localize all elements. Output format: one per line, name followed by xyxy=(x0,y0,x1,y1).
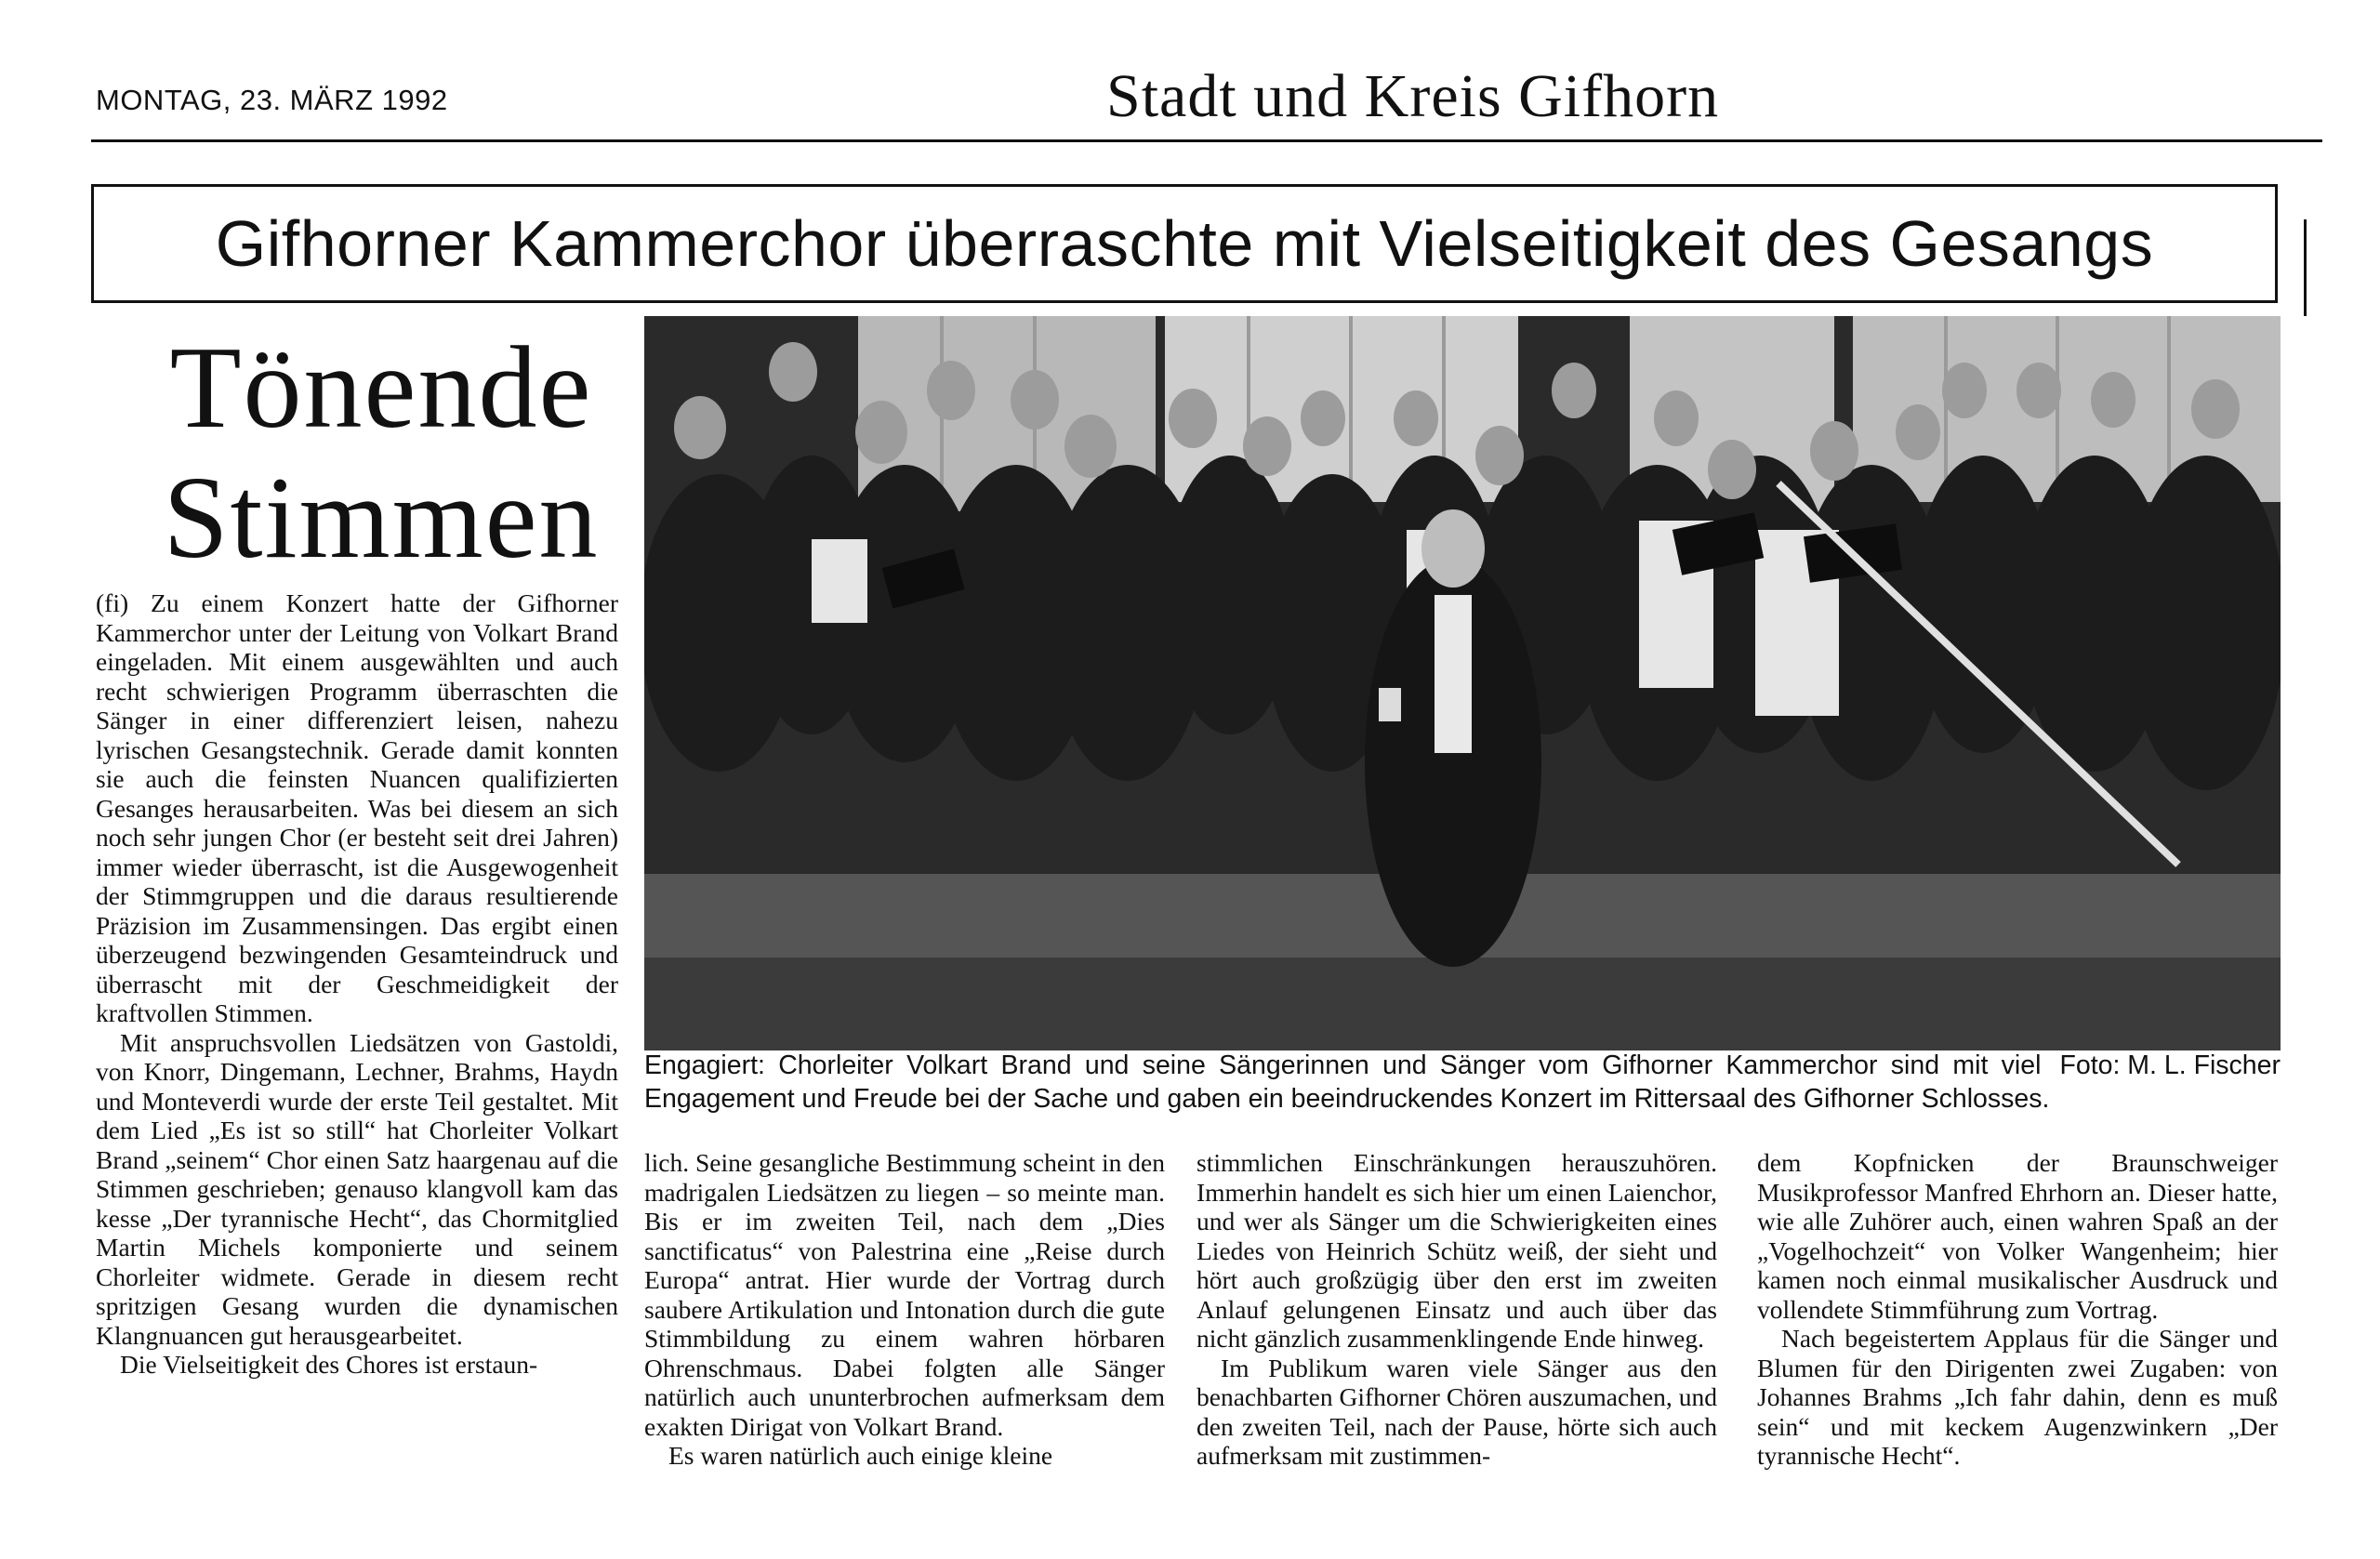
choir-photo-illustration xyxy=(644,316,2281,1050)
issue-date: MONTAG, 23. MÄRZ 1992 xyxy=(96,84,448,116)
article-column-3 xyxy=(1197,1148,1717,1471)
paragraph: Die Vielseitigkeit des Chores ist erstaun- xyxy=(120,1350,538,1379)
header-rule xyxy=(91,139,2322,142)
headline-box xyxy=(91,184,2278,303)
article-title xyxy=(130,324,632,584)
article-title-line-2: Stimmen xyxy=(163,454,600,583)
paragraph: stimmlichen Einschränkungen herauszuhören. Immerhin handelt es sich hier um einen Laienchor, und wer als Sänger um die Schwierigkeiten eines Liedes von Heinrich Schütz weiß, der sieht und hört auch großzügig über den erst im zweiten Anlauf gelungenen Einsatz und auch über das nicht gänzlich zusammenklingende Ende hinweg. xyxy=(1197,1148,1717,1353)
paragraph: lich. Seine gesangliche Bestimmung scheint in den madrigalen Liedsätzen zu liegen – so meinte man. Bis er im zweiten Teil, nach dem „Dies sanctificatus“ von Palestrina eine „Reise durch Europa“ antrat. Hier wurde der Vortrag durch saubere Artikulation und Intonation durch die gute Stimmbildung zu einem wahren hörbaren Ohrenschmaus. Dabei folgten alle Sänger natürlich auch ununterbrochen aufmerksam dem exakten Dirigat von Volkart Brand. xyxy=(644,1148,1165,1441)
paragraph: Nach begeistertem Applaus für die Sänger und Blumen für den Dirigenten zwei Zugaben: von Johannes Brahms „Ich fahr dahin, denn es muß sein“ und mit keckem Augenzwinkern „Der tyrannische Hecht“. xyxy=(1757,1324,2278,1470)
paragraph: (fi) Zu einem Konzert hatte der Gifhorner Kammerchor unter der Leitung von Volkart Brand eingeladen. Mit einem ausgewählten und auch recht schwierigen Programm überraschten die Sänger in einer differenziert leisen, nahezu lyrischen Gesangstechnik. Gerade damit konnten sie auch die feinsten Nuancen qualifizierten Gesanges herausarbeiten. Was bei diesem an sich noch sehr jungen Chor (er besteht seit drei Jahren) immer wieder überrascht, ist die Ausgewogenheit der Stimmgruppen und die daraus resultierende Präzision im Zusammensingen. Das ergibt einen überzeugend bezwingenden Gesamteindruck und überrascht mit der Geschmeidigkeit der kraftvollen Stimmen. xyxy=(96,588,618,1027)
section-title: Stadt und Kreis Gifhorn xyxy=(1106,62,1720,130)
choir-photo xyxy=(644,316,2281,1050)
photo-caption xyxy=(644,1049,2281,1116)
paragraph: Mit anspruchsvollen Liedsätzen von Gastoldi, von Knorr, Dingemann, Lechner, Brahms, Haydn und Monteverdi wurde der erste Teil gestaltet. Mit dem Lied „Es ist so still“ hat Chorleiter Volkart Brand „seinem“ Chor einen Satz haargenau auf die Stimmen geschrieben; genauso klangvoll kam das kesse „Der tyrannische Hecht“, das Chormitglied Martin Michels komponierte und seinem Chorleiter widmete. Gerade in diesem recht spritzigen Gesang wurden die dynamischen Klangnuancen gut herausgearbeitet. xyxy=(96,1027,618,1350)
paragraph: Es waren natürlich auch einige kleine xyxy=(668,1441,1053,1470)
paragraph: dem Kopfnicken der Braunschweiger Musikprofessor Manfred Ehrhorn an. Dieser hatte, wie alle Zuhörer auch, einen wahren Spaß an der „Vogelhochzeit“ von Volker Wangenheim; hier kamen noch einmal musikalischer Ausdruck und vollendete Stimmführung zum Vortrag. xyxy=(1757,1148,2278,1324)
headline: Gifhorner Kammerchor überraschte mit Vielseitigkeit des Gesangs xyxy=(215,207,2154,280)
paragraph: Im Publikum waren viele Sänger aus den benachbarten Gifhorner Chören auszumachen, und den zweiten Teil, nach der Pause, hörte sich auch aufmerksam mit zustimmen- xyxy=(1197,1353,1717,1470)
article-column-4 xyxy=(1757,1148,2278,1471)
article-column-2 xyxy=(644,1148,1165,1471)
article-title-line-1: Tönende xyxy=(169,324,593,453)
photo-credit: Foto: M. L. Fischer xyxy=(2059,1050,2281,1080)
article-column-1 xyxy=(96,588,618,1380)
photo-caption-text: Engagiert: Chorleiter Volkart Brand und seine Sängerinnen und Sänger vom Gifhorner Kammerchor sind mit viel Engagement und Freude bei der Sache und gaben ein beeindruckendes Konzert im Rittersaal des Gifhorner Schlosses. xyxy=(644,1050,2050,1114)
headline-side-rule xyxy=(2304,219,2307,316)
